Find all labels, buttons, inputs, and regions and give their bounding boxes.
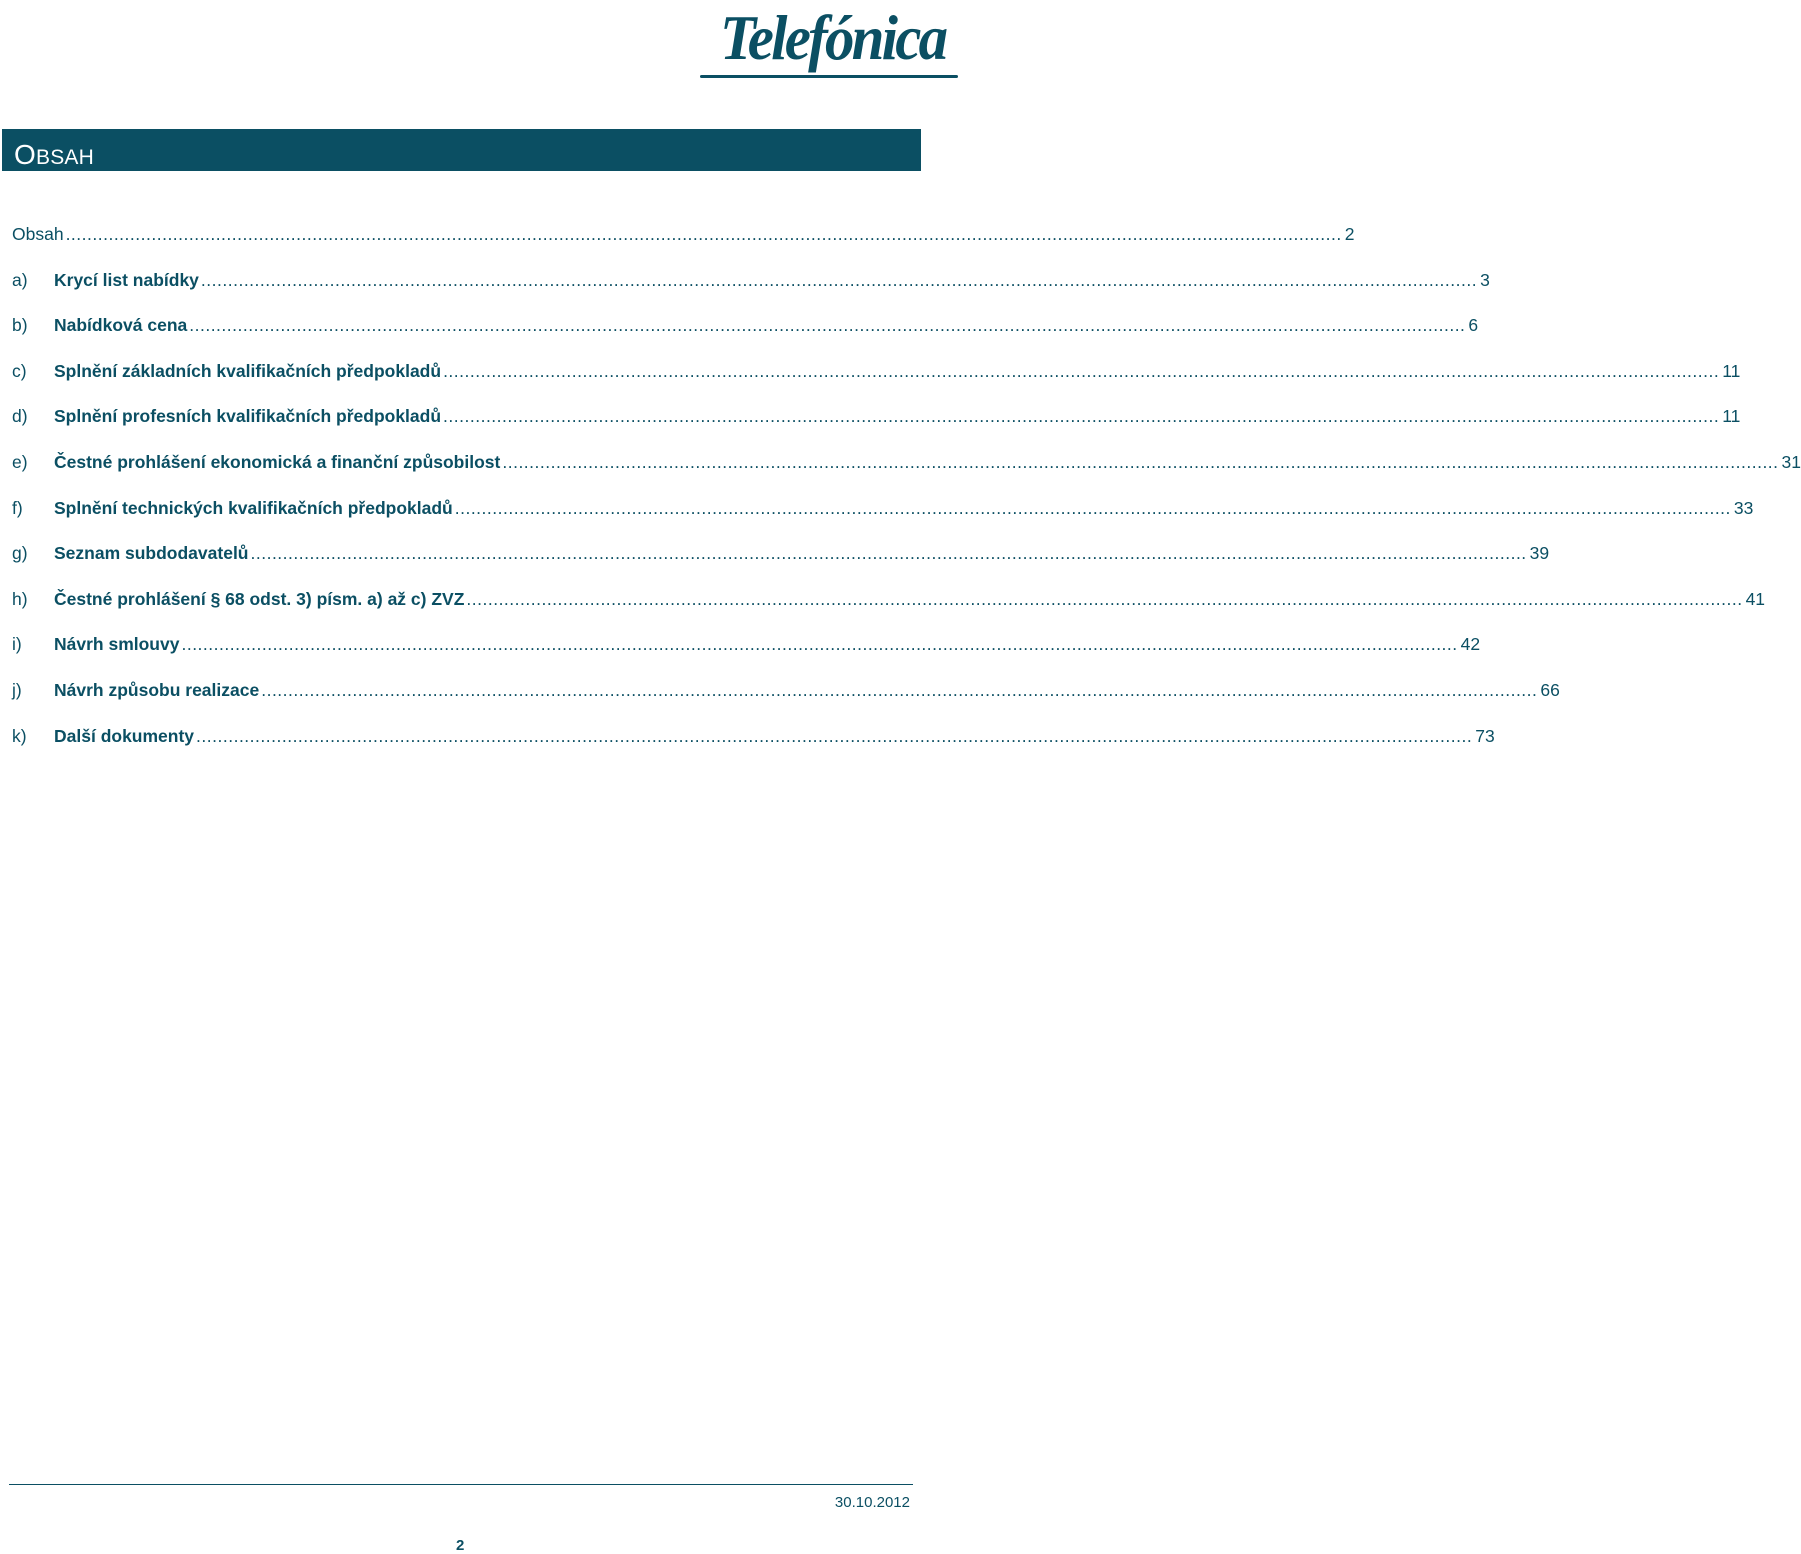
section-title-initial: O xyxy=(14,139,36,170)
toc-entry-page: 11 xyxy=(1722,406,1741,427)
toc-entry-title: Seznam subdodavatelů xyxy=(54,543,249,564)
toc-entry-page: 3 xyxy=(1480,269,1490,290)
toc-entry-title: Splnění technických kvalifikačních předpokladů xyxy=(54,497,453,518)
toc-entry-page: 2 xyxy=(1344,224,1355,244)
toc-entry-letter: f) xyxy=(12,497,23,518)
toc-entry-title: Návrh způsobu realizace xyxy=(54,679,260,700)
toc-entry-b[interactable] xyxy=(12,310,1479,356)
toc-leader-dots xyxy=(66,219,1342,249)
toc-entry-title: Čestné prohlášení § 68 odst. 3) písm. a) až c) ZVZ xyxy=(54,588,465,609)
toc-entry-title: Obsah xyxy=(12,224,64,244)
logo-underline xyxy=(700,75,958,78)
toc-leader-dots xyxy=(196,721,1472,751)
footer-page-number: 2 xyxy=(456,1537,465,1554)
toc-entry-letter: d) xyxy=(12,406,28,427)
toc-entry-page: 41 xyxy=(1745,588,1766,609)
toc-entry-e[interactable] xyxy=(12,447,1801,493)
toc-entry-letter: h) xyxy=(12,588,28,609)
toc-entry-i[interactable] xyxy=(12,629,1481,675)
toc-entry-g[interactable] xyxy=(12,538,1550,584)
toc-entry-page: 31 xyxy=(1781,451,1801,472)
logo-text: Telefónica xyxy=(720,2,946,73)
toc-entry-a[interactable] xyxy=(12,265,1490,311)
toc-entry-c[interactable] xyxy=(12,356,1741,402)
toc-entry-title: Nabídková cena xyxy=(54,315,188,336)
toc-leader-dots xyxy=(261,675,1537,705)
toc-entry-page: 66 xyxy=(1540,679,1560,700)
toc-entry-title: Splnění základních kvalifikačních předpokladů xyxy=(54,360,442,381)
toc-entry-page: 42 xyxy=(1460,634,1481,655)
toc-entry-letter: j) xyxy=(12,679,22,700)
toc-leader-dots xyxy=(466,584,1742,614)
toc-entry-d[interactable] xyxy=(12,401,1741,447)
toc-entry-letter: g) xyxy=(12,543,28,564)
toc-entry-obsah[interactable] xyxy=(12,219,1355,265)
footer-date: 30.10.2012 xyxy=(834,1494,910,1511)
toc-leader-dots xyxy=(181,629,1457,659)
toc-entry-letter: a) xyxy=(12,269,28,290)
toc-entry-title: Čestné prohlášení ekonomická a finanční způsobilost xyxy=(54,451,501,472)
telefonica-logo xyxy=(700,4,958,80)
toc-entry-letter: k) xyxy=(12,725,27,746)
section-title-rest: BSAH xyxy=(35,146,94,169)
toc-entry-letter: c) xyxy=(12,360,27,381)
toc-leader-dots xyxy=(201,265,1477,295)
toc-entry-page: 6 xyxy=(1468,315,1479,336)
toc-leader-dots xyxy=(251,538,1527,568)
toc-entry-page: 11 xyxy=(1722,360,1741,381)
toc-entry-letter: e) xyxy=(12,451,28,472)
toc-entry-page: 39 xyxy=(1529,543,1550,564)
toc-entry-title: Krycí list nabídky xyxy=(54,269,199,290)
toc-leader-dots xyxy=(443,401,1719,431)
toc-entry-page: 73 xyxy=(1475,725,1495,746)
toc-entry-title: Další dokumenty xyxy=(54,725,195,746)
toc-leader-dots xyxy=(502,447,1778,477)
toc-entry-title: Návrh smlouvy xyxy=(54,634,180,655)
toc-entry-f[interactable] xyxy=(12,493,1754,539)
toc-entry-letter: b) xyxy=(12,315,28,336)
toc-leader-dots xyxy=(443,356,1719,386)
toc-entry-title: Splnění profesních kvalifikačních předpokladů xyxy=(54,406,442,427)
toc-entry-page: 33 xyxy=(1733,497,1754,518)
section-header-bar xyxy=(2,129,921,171)
toc-leader-dots xyxy=(455,493,1731,523)
footer-divider xyxy=(9,1484,913,1485)
toc-entry-letter: i) xyxy=(12,634,22,655)
toc-entry-h[interactable] xyxy=(12,584,1766,630)
section-title xyxy=(14,139,94,171)
toc-entry-j[interactable] xyxy=(12,675,1560,721)
toc-entry-k[interactable] xyxy=(12,721,1495,767)
table-of-contents xyxy=(12,219,1801,766)
toc-leader-dots xyxy=(189,310,1465,340)
